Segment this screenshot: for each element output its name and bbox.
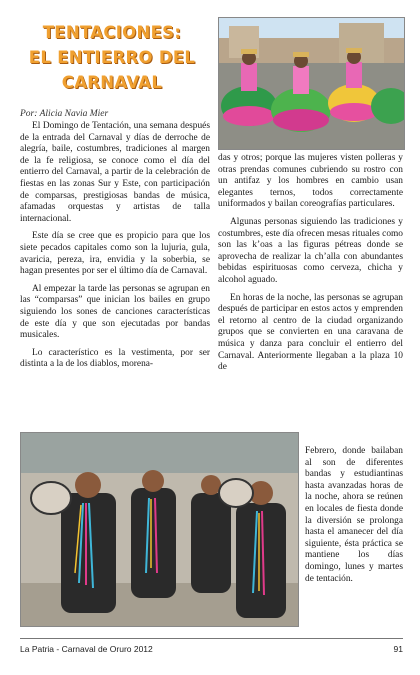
wrapped-text-beside-photo: Febrero, donde bailaban al son de diferentes bandas y estudiantinas hasta avanzadas horas de la noche, ahora se reúnen en locales de fiesta donde la diversión se prolonga hasta el amanecer del día siguiente, ésta práctica se mantiene los días domingo, lunes y martes de tentación.: [305, 446, 403, 584]
paragraph: Algunas personas siguiendo las tradiciones y costumbres, este día ofrecen mesas rituales como son las k’oas a las figuras pétreas donde se aprovecha de realizar la ch’alla con abundantes bebidas espirituosas como cerveza, chicha y alcohol aguado.: [218, 216, 403, 285]
paragraph: Lo característico es la vestimenta, por ser distinta a la de los diablos, morena-: [20, 347, 210, 370]
photo-men-image: [21, 433, 298, 626]
left-column: [20, 121, 210, 377]
paragraph: En horas de la noche, las personas se agrupan después de participar en estos actos y emprenden el retorno al centro de la ciudad organizando grupos que se convierten en una caravana de música y danza para concluir el entierro del Carnaval. Anteriormente llegaban a la plaza 10 de: [218, 292, 403, 373]
byline: Por: Alicia Navia Mier: [20, 109, 109, 119]
paragraph: das y otros; porque las mujeres visten polleras y otras prendas comunes cubriendo su rostro con un antifaz y los hombres en cambio usan elegantes ternos, todos correctamente uniformados y bailan coreografías particulares.: [218, 153, 403, 210]
paragraph: Este día se cree que es propicio para que los siete pecados capitales como son la lujuria, gula, avaricia, pereza, ira, envidia y la soberbia, se hagan presentes por ser el último día de Carnaval.: [20, 231, 210, 277]
article-title: [14, 20, 210, 95]
right-column: [218, 153, 403, 380]
title-line-3: CARNAVAL: [61, 73, 163, 92]
photo-dancers-polleras: [218, 17, 405, 150]
paragraph: El Domingo de Tentación, una semana después de la entrada del Carnaval y días de derroche de alegría, baile, costumbres, tradiciones al margen de la fe religiosa, se conoce como el día del entierro del Carnaval, a partir de la celebración de fiestas en las zonas Sur y Este, con participación de comparsas, prestigiosas bandas de música, afamadas orquestas y artistas de talla internacional.: [20, 121, 210, 224]
photo-men-dancing: [20, 432, 299, 627]
title-line-2: EL ENTIERRO DEL: [28, 48, 196, 67]
title-line-1: TENTACIONES:: [42, 23, 182, 42]
page-number: 91: [393, 644, 403, 654]
footer-divider: [20, 638, 403, 639]
photo-dancers-image: [219, 18, 404, 149]
footer-publication: La Patria - Carnaval de Oruro 2012: [20, 644, 153, 654]
paragraph: Al empezar la tarde las personas se agrupan en las “comparsas” que inician los bailes en grupo siguiendo los sones de canciones características de este día y que son ejecutadas por bandas musicales.: [20, 283, 210, 341]
